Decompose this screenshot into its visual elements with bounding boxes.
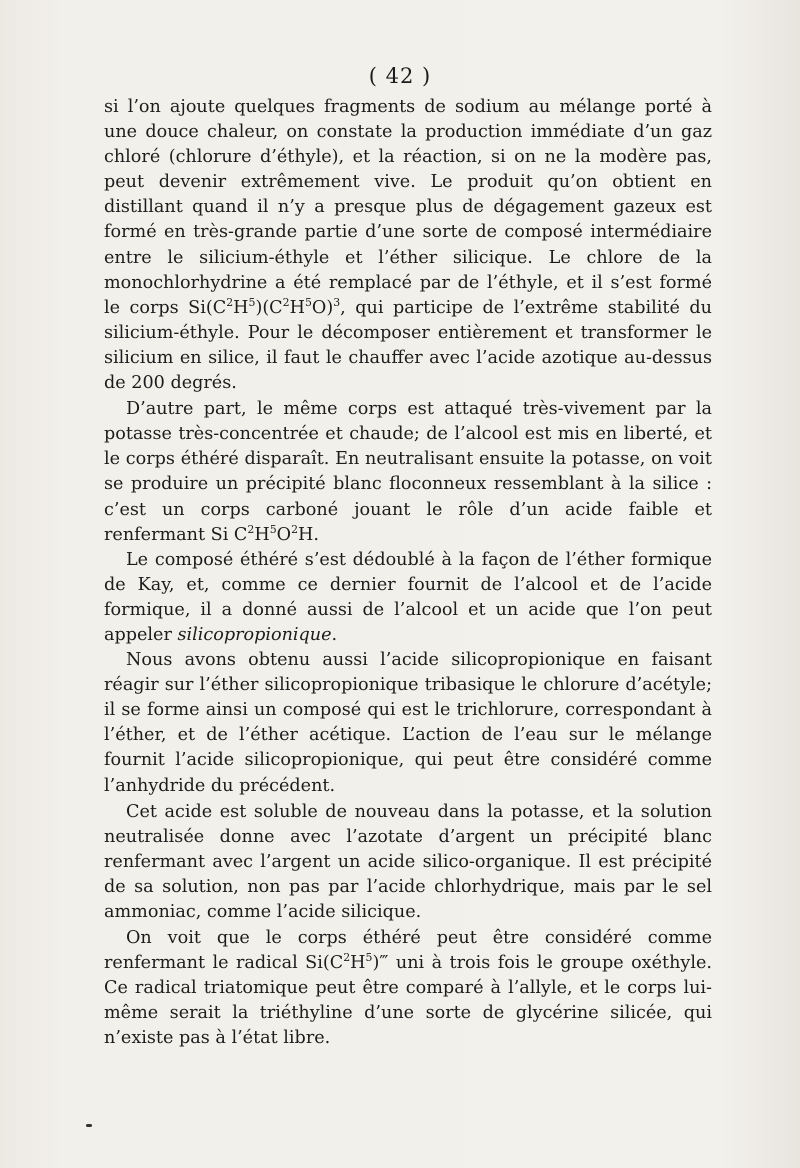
superscript: 2 xyxy=(343,951,351,965)
italic-term: silicopropionique xyxy=(177,624,332,645)
text-run: H xyxy=(289,297,305,318)
text-run: D’autre part, le même corps est attaqué très-vivement par la potasse très-concentrée et chaude; de l’alcool est mis en liberté, et le corps éthéré disparaît. En neutralisant ensuite la potasse, on voit se produire un précipité blanc floconneux ressemblant à la silice : c’est un corps carboné jouant le rôle d’un acide faible et renfermant Si C xyxy=(104,399,712,545)
text-run: On voit que le corps éthéré peut être considéré comme renfermant le radical Si(C xyxy=(104,928,712,974)
paragraph xyxy=(104,95,712,396)
superscript: 5 xyxy=(304,295,312,309)
text-run: , qui participe de l’extrême stabilité du silicium-éthyle. Pour le décomposer entièrement et transformer le silicium en silice, il faut le chauffer avec l’acide azotique au-dessus de 200 degrés. xyxy=(104,297,712,394)
superscript: 2 xyxy=(226,295,234,309)
paragraph xyxy=(104,648,712,799)
superscript: 5 xyxy=(248,295,256,309)
paragraph xyxy=(104,397,712,548)
text-run: H. xyxy=(298,524,319,545)
superscript: 5 xyxy=(269,522,277,536)
text-run: )(C xyxy=(255,297,283,318)
superscript: 2 xyxy=(247,522,255,536)
paragraph xyxy=(104,800,712,925)
text-run: O) xyxy=(311,297,334,318)
paragraph xyxy=(104,548,712,648)
text-run: Nous avons obtenu aussi l’acide silicopropionique en faisant réagir sur l’éther silicopropionique tribasique le chlorure d’acétyle; il se forme ainsi un composé qui est le trichlorure, correspondant à l’éther, et de l’éther acétique. L’action de l’eau sur le mélange fournit l’acide silicopropionique, qui peut être considéré comme l’anhydride du précédent. xyxy=(104,650,712,796)
body-text xyxy=(104,95,712,1052)
text-run: Cet acide est soluble de nouveau dans la potasse, et la solution neutralisée donne avec l’azotate d’argent un précipité blanc renfermant avec l’argent un acide silico-organique. Il est précipité de sa solution, non pas par l’acide chlorhydrique, mais par le sel ammoniac, comme l’acide silicique. xyxy=(104,801,712,922)
text-run: H xyxy=(350,953,366,974)
page-number: ( 42 ) xyxy=(368,64,432,88)
superscript: 2 xyxy=(291,522,299,536)
text-run: )‴ uni à trois fois le groupe oxéthyle. Ce radical triatomique peut être comparé à l’allyle, et le corps lui-même serait la triéthyline d’une sorte de glycérine silicée, qui n’existe pas à l’état libre. xyxy=(104,953,712,1049)
ink-speck xyxy=(86,1124,92,1127)
paragraph xyxy=(104,926,712,1051)
text-run: . xyxy=(331,624,338,645)
superscript: 3 xyxy=(333,295,341,309)
superscript: 5 xyxy=(365,951,373,965)
text-run: si l’on ajoute quelques fragments de sodium au mélange porté à une douce chaleur, on constate la production immédiate d’un gaz chloré (chlorure d’éthyle), et la réaction, si on ne la modère pas, peut devenir extrêmement vive. Le produit qu’on obtient en distillant quand il n’y a presque plus de dégagement gazeux est formé en très-grande partie d’une sorte de composé intermédiaire entre le silicium-éthyle et l’éther silicique. Le chlore de la monochlorhydrine a été remplacé par de l’éthyle, et il s’est formé le corps Si(C xyxy=(104,97,712,318)
text-run: O xyxy=(276,524,292,545)
text-run: H xyxy=(233,297,249,318)
text-run: Le composé éthéré s’est dédoublé à la façon de l’éther formique de Kay, et, comme ce dernier fournit de l’alcool et de l’acide formique, il a donné aussi de l’alcool et un acide que l’on peut appeler xyxy=(104,549,712,645)
text-run: H xyxy=(254,524,270,545)
superscript: 2 xyxy=(282,295,290,309)
